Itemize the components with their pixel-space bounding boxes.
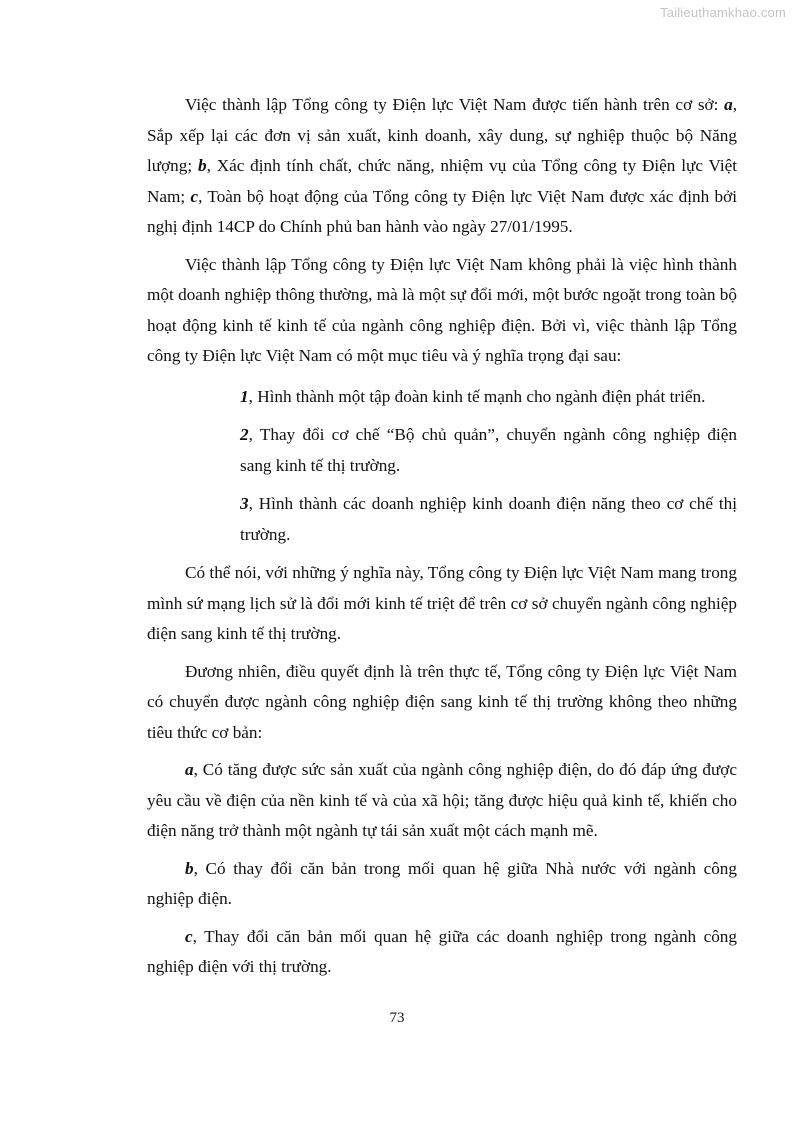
list-marker-1: 1 <box>240 386 249 406</box>
marker-a: a <box>724 95 733 114</box>
criteria-text-b: , Có thay đổi căn bản trong mối quan hệ giữa Nhà nước với ngành công nghiệp điện. <box>147 858 737 908</box>
criteria-text-a: , Có tăng được sức sản xuất của ngành công nghiệp điện, do đó đáp ứng được yêu cầu về điện của nền kinh tế và của xã hội; tăng được hiệu quả kinh tế, khiến cho điện năng trở thành một ngành tự tái sản xuất một cách mạnh mẽ. <box>147 760 737 840</box>
list-text-1: , Hình thành một tập đoàn kinh tế mạnh cho ngành điện phát triển. <box>248 386 706 406</box>
basis-a-text: , Sắp xếp lại các đơn vị sản xuất, kinh doanh, xây dung, sự nghiệp thuộc bộ Năng lượng; <box>147 95 737 175</box>
list-text-2: , Thay đổi cơ chế “Bộ chủ quản”, chuyển ngành công nghiệp điện sang kinh tế thị trường. <box>240 425 737 475</box>
watermark: Tailieuthamkhao.com <box>660 5 786 20</box>
list-item-2 <box>147 420 737 481</box>
list-item-1 <box>147 382 737 413</box>
criteria-marker-a: a <box>185 760 194 779</box>
criteria-item-a <box>147 755 737 847</box>
marker-c: c <box>190 186 199 206</box>
paragraph-basis-intro: Việc thành lập Tổng công ty Điện lực Việt Nam được tiến hành trên cơ sở: <box>185 95 719 114</box>
list-marker-3: 3 <box>240 494 249 513</box>
list-marker-2: 2 <box>240 425 249 444</box>
criteria-item-b <box>147 854 737 915</box>
list-item-3 <box>147 489 737 550</box>
list-text-3: , Hình thành các doanh nghiệp kinh doanh điện năng theo cơ chế thị trường. <box>240 494 737 544</box>
criteria-marker-c: c <box>185 926 193 946</box>
paragraph-basis <box>147 90 737 243</box>
criteria-marker-b: b <box>185 858 194 878</box>
paragraph-significance: Việc thành lập Tổng công ty Điện lực Việt Nam không phải là việc hình thành một doanh nghiệp thông thường, mà là một sự đổi mới, một bước ngoặt trong toàn bộ hoạt động kinh tế kinh tế của ngành công nghiệp điện. Bởi vì, việc thành lập Tổng công ty Điện lực Việt Nam có một mục tiêu và ý nghĩa trọng đại sau: <box>147 254 737 365</box>
page-body <box>147 90 737 990</box>
basis-b-text: , Xác định tính chất, chức năng, nhiệm vụ của Tổng công ty Điện lực Việt Nam; <box>147 156 738 206</box>
criteria-item-c <box>147 922 737 983</box>
criteria-text-c: , Thay đổi căn bản mối quan hệ giữa các doanh nghiệp trong ngành công nghiệp điện với thị trường. <box>147 926 737 976</box>
page-number: 73 <box>389 1010 405 1026</box>
paragraph-criteria-intro: Đương nhiên, điều quyết định là trên thực tế, Tổng công ty Điện lực Việt Nam có chuyển được ngành công nghiệp điện sang kinh tế thị trường không theo những tiêu thức cơ bản: <box>147 661 737 742</box>
paragraph-mission: Có thể nói, với những ý nghĩa này, Tổng công ty Điện lực Việt Nam mang trong mình sứ mạng lịch sử là đổi mới kinh tế triệt để trên cơ sở chuyển ngành công nghiệp điện sang kinh tế thị trường. <box>147 563 737 643</box>
marker-b: b <box>197 156 207 175</box>
basis-c-text: , Toàn bộ hoạt động của Tổng công ty Điện lực Việt Nam được xác định bởi nghị định 14CP do Chính phủ ban hành vào ngày 27/01/1995. <box>147 186 737 236</box>
